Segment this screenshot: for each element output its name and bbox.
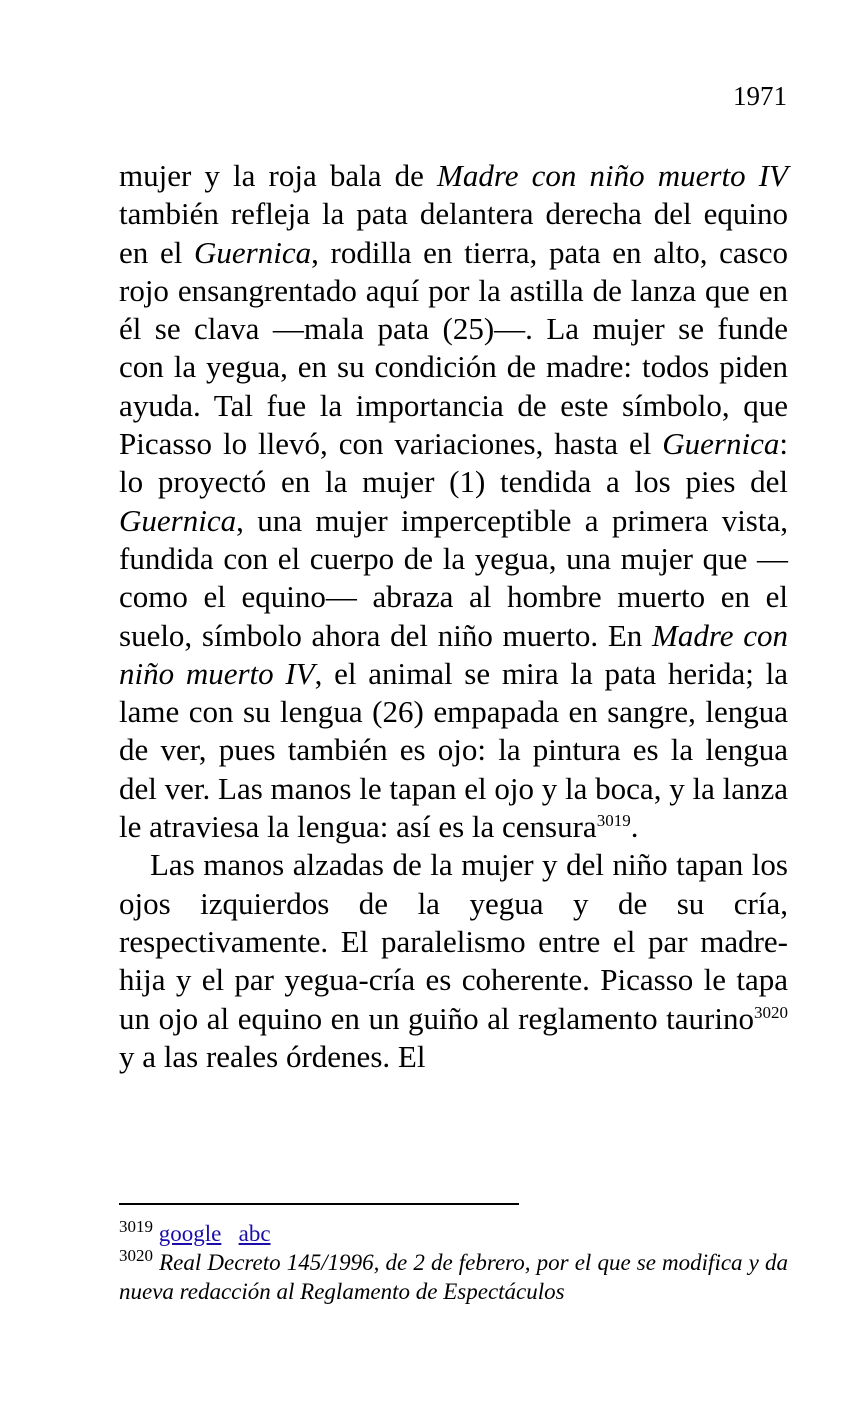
body-text — [119, 157, 788, 1076]
italic-title: Madre con niño muerto IV — [119, 617, 788, 691]
footnote-reference[interactable]: 3020 — [754, 1002, 788, 1022]
italic-title: Guernica — [119, 502, 237, 538]
page-number: 1971 — [733, 81, 787, 111]
footnote-3019 — [119, 1219, 788, 1248]
italic-title: Madre con niño muerto IV — [437, 158, 788, 193]
text-segment: , el animal se mira la pata herida; la lame con su lengua (26) empapada en sangre, lengua de ver, pues también es ojo: la pintura es la lengua del ver. Las manos le tapan el ojo y la boca, y la lanza le atraviesa la lengua: así es la censura — [119, 655, 788, 845]
text-segment: , una mujer imperceptible a primera vista, fundida con el cuerpo de la yegua, una mujer que —como el equino— abraza al hombre muerto en el suelo, símbolo ahora del niño muerto. En — [119, 502, 788, 653]
footnote-3020 — [119, 1248, 788, 1306]
footnotes — [119, 1219, 788, 1306]
text-segment: . — [630, 809, 639, 845]
paragraph — [119, 157, 788, 846]
italic-title: Guernica — [194, 234, 312, 270]
footnote-number: 3020 — [119, 1246, 153, 1265]
text-segment: , rodilla en tierra, pata en alto, casco rojo ensangrentado aquí por la astilla de lanza que en él se clava —mala pata (25)—. La mujer se funde con la yegua, en su condición de madre: todos piden ayuda. Tal fue la importancia de este símbolo, que Picasso lo llevó, con variaciones, hasta el — [119, 234, 788, 462]
footnote-link-google[interactable]: google — [158, 1221, 222, 1246]
text-segment: también refleja la pata delantera derecha del equino en el — [119, 196, 788, 270]
italic-title: Guernica — [662, 426, 780, 462]
footnote-number: 3019 — [119, 1217, 153, 1236]
text-segment: : lo proyectó en la mujer (1) tendida a los pies del — [119, 426, 788, 500]
footnote-reference[interactable]: 3019 — [596, 811, 631, 831]
footnote-link-abc[interactable]: abc — [238, 1221, 271, 1246]
text-segment: y a las reales órdenes. El — [119, 1038, 426, 1074]
text-segment: mujer y la roja bala de — [119, 158, 438, 193]
text-segment: Las manos alzadas de la mujer y del niño tapan los ojos izquierdos de la yegua y de su cría, respectivamente. El paralelismo entre el par madre-hija y el par yegua-cría es coherente. Picasso le tapa un ojo al equino en un guiño al reglamento taurino — [119, 847, 788, 1036]
paragraph — [119, 846, 788, 1076]
footnote-text: Real Decreto 145/1996, de 2 de febrero, por el que se modifica y da nueva redacción al Reglamento de Espectáculos — [119, 1250, 788, 1304]
footnote-separator — [119, 1203, 519, 1205]
